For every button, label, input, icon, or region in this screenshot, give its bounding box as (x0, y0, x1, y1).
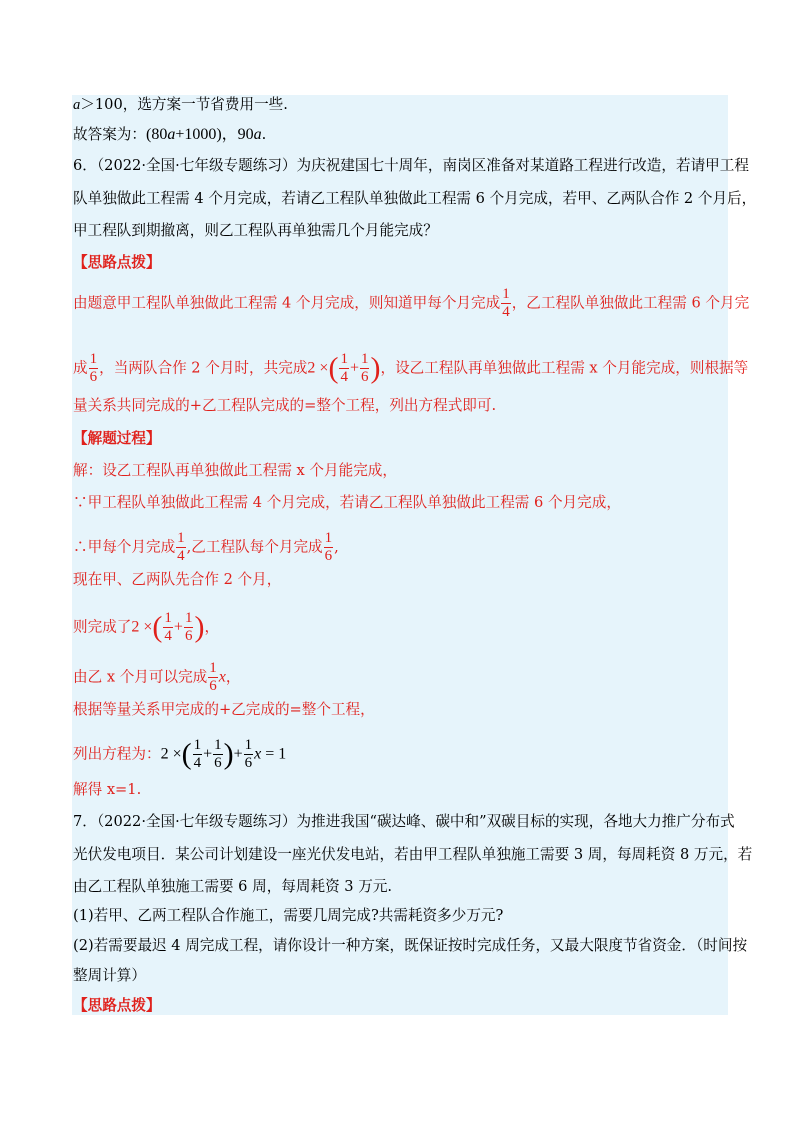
solution-line-1: 解：设乙工程队再单独做此工程需 x 个月能完成， (73, 462, 397, 479)
denominator: 4 (193, 755, 202, 771)
hint-text: 成 (73, 359, 88, 377)
solution-text: ∴甲每个月完成 (73, 538, 176, 556)
fraction-1-4 (339, 351, 349, 386)
fraction-1-6 (89, 351, 99, 386)
q7-part-1: (1)若甲、乙两工程队合作施工，需要几周完成?共需耗资多少万元? (73, 907, 504, 924)
q7-part-2: (2)若需要最迟 4 周完成工程，请你设计一种方案，既保证按时完成任务，又最大限度节省资金．（时间按 (73, 937, 748, 954)
solution-line-3 (73, 530, 339, 565)
solution-line-2: ∵甲工程队单独做此工程需 4 个月完成，若请乙工程队单独做此工程需 6 个月完成， (73, 494, 621, 511)
left-paren: ( (328, 351, 339, 385)
answer-label: 故答案为： (73, 126, 146, 143)
denominator: 6 (244, 755, 253, 771)
fraction-1-4 (501, 286, 511, 321)
numerator: 1 (184, 610, 193, 626)
denominator: 4 (164, 628, 172, 644)
q7-part-2-cont: 整周计算） (73, 967, 146, 984)
numerator: 1 (209, 660, 217, 676)
numerator: 1 (324, 530, 333, 546)
numerator: 1 (340, 351, 348, 367)
right-paren: ) (223, 737, 234, 771)
numerator: 1 (214, 737, 222, 753)
var-a: a (167, 126, 176, 143)
plus-sign: + (233, 745, 243, 763)
math-part: +1000)，90 (175, 126, 254, 143)
solution-line-6 (73, 660, 240, 695)
q7-line-2: 光伏发电项目．某公司计划建设一座光伏发电站，若由甲工程队单独施工需要 3 周，每周耗资 8 万元，若 (73, 846, 753, 863)
fraction-1-4 (163, 610, 173, 645)
hint-line-2 (73, 351, 748, 386)
solution-line-8 (73, 737, 286, 772)
math-part: 2 × (307, 359, 329, 377)
q7-line-3: 由乙工程队单独施工需要 6 周，每周耗资 3 万元. (73, 878, 393, 895)
hint-heading-2: 【思路点拨】 (73, 997, 161, 1014)
solution-line-5 (73, 610, 219, 645)
numerator: 1 (360, 351, 369, 367)
plus-sign: + (173, 618, 183, 636)
denominator: 4 (502, 304, 510, 320)
hint-line-3: 量关系共同完成的+乙工程队完成的=整个工程，列出方程式即可. (73, 397, 497, 414)
fraction-1-6 (208, 660, 218, 695)
solution-text: 由乙 x 个月可以完成 (73, 668, 208, 686)
hint-heading: 【思路点拨】 (73, 254, 161, 271)
math-part: 2 × (131, 618, 153, 636)
solution-line-9: 解得 x=1. (73, 781, 142, 798)
denominator: 6 (214, 755, 222, 771)
conclusion-text: ＞100，选方案一节省费用一些. (80, 96, 288, 113)
fraction-1-6 (184, 610, 194, 645)
fraction-1-6 (360, 351, 370, 386)
var-a: a (253, 126, 262, 143)
left-paren: ( (181, 737, 192, 771)
denominator: 6 (184, 628, 193, 644)
numerator: 1 (244, 737, 253, 753)
plus-sign: + (349, 359, 359, 377)
denominator: 4 (340, 369, 348, 385)
fraction-1-6 (244, 737, 254, 772)
hint-text: ，设乙工程队再单独做此工程需 x 个月能完成，则根据等 (380, 359, 749, 377)
denominator: 6 (209, 678, 217, 694)
fraction-1-6 (324, 530, 334, 565)
fraction-1-4 (176, 530, 186, 565)
denominator: 4 (177, 548, 185, 564)
answer-summary (73, 125, 266, 145)
hint-text: ，乙工程队单独做此工程需 6 个月完 (511, 294, 750, 312)
period: . (261, 126, 267, 143)
solution-text: 则完成了 (73, 618, 132, 636)
q6-line-1: 6．（2022·全国·七年级专题练习）为庆祝建国七十周年，南岗区准备对某道路工程进行改造，若请甲工程 (73, 157, 749, 174)
hint-line-1 (73, 286, 749, 321)
numerator: 1 (164, 610, 172, 626)
denominator: 6 (360, 369, 369, 385)
var-x: x (254, 745, 262, 763)
solution-line-4: 现在甲、乙两队先合作 2 个月， (73, 571, 282, 588)
right-paren: ) (194, 610, 205, 644)
fraction-1-4 (193, 737, 203, 772)
left-paren: ( (152, 610, 163, 644)
var-a: a (73, 97, 81, 113)
comma: ， (204, 618, 220, 636)
answer-conclusion (73, 95, 288, 115)
math-part: 2 × (160, 745, 182, 763)
plus-sign: + (203, 745, 213, 763)
solution-text: 列出方程为： (73, 745, 161, 763)
fraction-1-6 (213, 737, 223, 772)
numerator: 1 (177, 530, 185, 546)
q6-line-3: 甲工程队到期撤离，则乙工程队再单独需几个月能完成？ (73, 222, 438, 239)
hint-text: 由题意甲工程队单独做此工程需 4 个月完成，则知道甲每个月完成 (73, 294, 501, 312)
solution-text: ,乙工程队每个月完成 (186, 538, 323, 556)
right-paren: ) (370, 351, 381, 385)
comma: ， (225, 668, 241, 686)
q6-line-2: 队单独做此工程需 4 个月完成，若请乙工程队单独做此工程需 6 个月完成，若甲、乙两队合作 2 个月后， (73, 190, 757, 207)
q7-line-1: 7．（2022·全国·七年级专题练习）为推进我国“碳达峰、碳中和”双碳目标的实现，各地大力推广分布式 (73, 813, 735, 830)
numerator: 1 (89, 351, 98, 367)
denominator: 6 (324, 548, 333, 564)
solution-heading: 【解题过程】 (73, 430, 161, 447)
numerator: 1 (502, 286, 510, 302)
math-part: (80 (145, 126, 168, 143)
solution-line-7: 根据等量关系甲完成的+乙完成的=整个工程， (73, 701, 375, 718)
var-x: x (218, 668, 226, 686)
numerator: 1 (193, 737, 202, 753)
denominator: 6 (89, 369, 98, 385)
equals-one: = 1 (261, 745, 287, 763)
hint-text: ，当两队合作 2 个月时，共完成 (99, 359, 308, 377)
comma: , (334, 538, 339, 556)
